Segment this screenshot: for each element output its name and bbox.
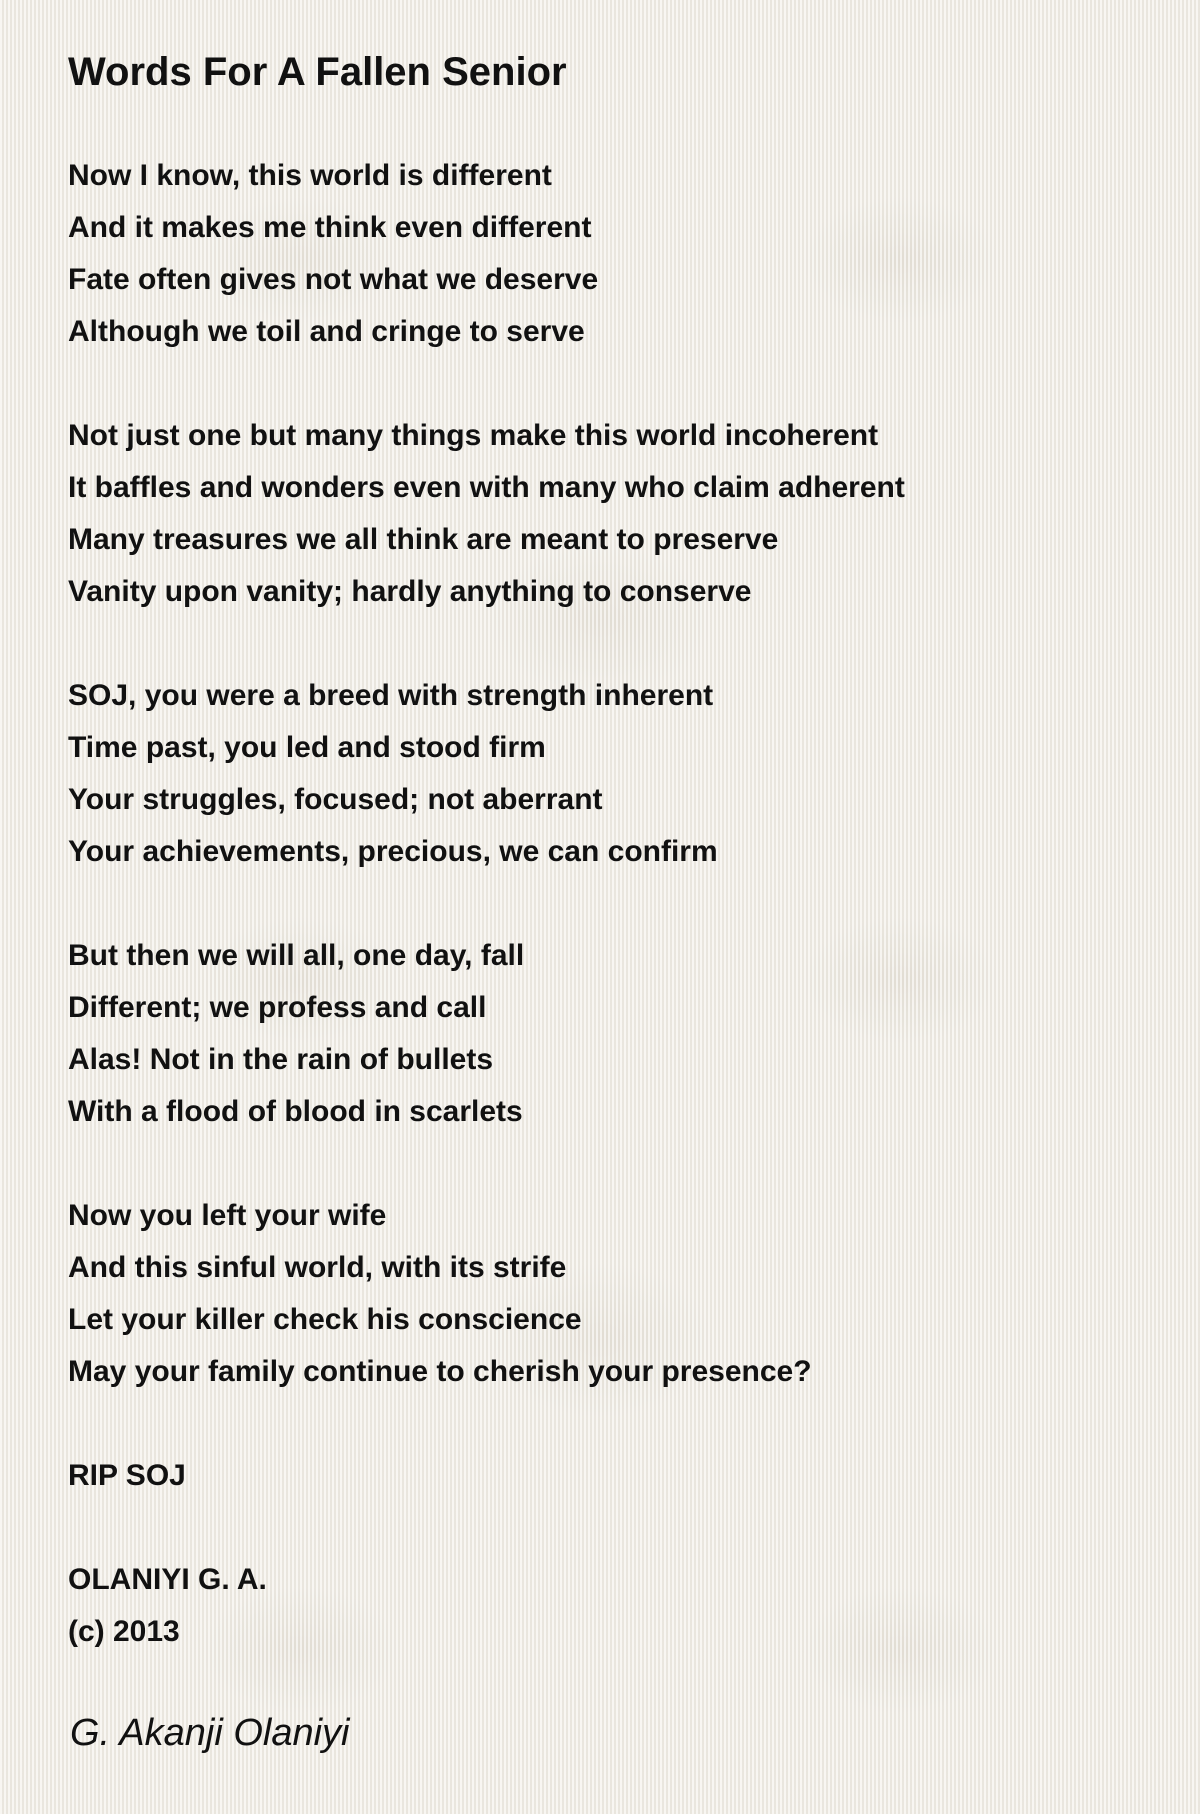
- poem-line: And this sinful world, with its strife: [68, 1251, 567, 1284]
- stanza-5: [68, 1190, 1168, 1398]
- poem-line: Not just one but many things make this world incoherent: [68, 419, 879, 452]
- stanza-1: [68, 150, 1168, 358]
- stanza-2: [68, 410, 1168, 618]
- poem-line: Fate often gives not what we deserve: [68, 263, 599, 296]
- stanza-3: [68, 670, 1168, 878]
- poem-line: And it makes me think even different: [68, 211, 592, 244]
- poem-line: Many treasures we all think are meant to preserve: [68, 523, 779, 556]
- poem-line: Vanity upon vanity; hardly anything to conserve: [68, 575, 752, 608]
- poem-line: Now I know, this world is different: [68, 159, 552, 192]
- poem-line: But then we will all, one day, fall: [68, 939, 525, 972]
- poem-line: SOJ, you were a breed with strength inherent: [68, 679, 714, 712]
- poem-line: With a flood of blood in scarlets: [68, 1095, 523, 1128]
- poem-line: Now you left your wife: [68, 1199, 387, 1232]
- poem-title: Words For A Fallen Senior: [68, 50, 567, 94]
- poem-line: Although we toil and cringe to serve: [68, 315, 585, 348]
- dedication-line: RIP SOJ: [68, 1459, 186, 1492]
- poem-line: Alas! Not in the rain of bullets: [68, 1043, 494, 1076]
- poem-line: Your achievements, precious, we can confirm: [68, 835, 718, 868]
- poem-line: Your struggles, focused; not aberrant: [68, 783, 603, 816]
- stanza-credit: [68, 1554, 1168, 1658]
- poem-line: May your family continue to cherish your presence?: [68, 1355, 812, 1388]
- stanza-dedication: [68, 1450, 1168, 1502]
- copyright-line: (c) 2013: [68, 1615, 180, 1648]
- poem-line: Let your killer check his conscience: [68, 1303, 582, 1336]
- poem-line: It baffles and wonders even with many who claim adherent: [68, 471, 905, 504]
- poem-line: Different; we profess and call: [68, 991, 487, 1024]
- author-credit-line: OLANIYI G. A.: [68, 1563, 267, 1596]
- stanza-4: [68, 930, 1168, 1138]
- poem-line: Time past, you led and stood firm: [68, 731, 546, 764]
- author-signature: G. Akanji Olaniyi: [70, 1712, 350, 1754]
- poem-body: [68, 150, 1168, 1710]
